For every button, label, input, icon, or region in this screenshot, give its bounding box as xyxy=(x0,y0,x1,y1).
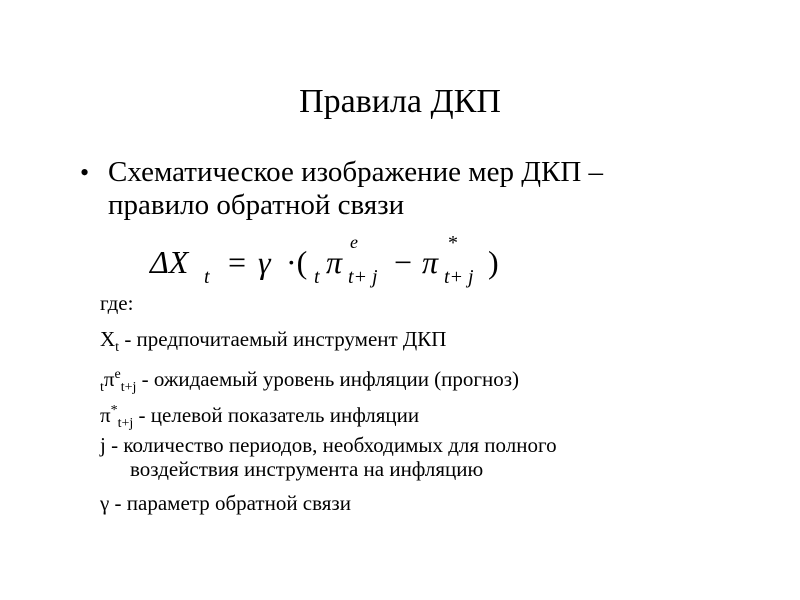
formula-gamma: γ xyxy=(258,244,271,280)
def-gamma: γ - параметр обратной связи xyxy=(100,491,351,515)
def-ps-desc: - целевой показатель инфляции xyxy=(133,403,420,427)
bullet-line-1: Схематическое изображение мер ДКП – xyxy=(108,156,604,188)
def-pe-desc: - ожидаемый уровень инфляции (прогноз) xyxy=(136,367,520,391)
formula-pi-expected-sup: e xyxy=(350,232,358,252)
formula-dot-paren: ·( xyxy=(286,244,308,280)
bullet-text xyxy=(108,156,768,222)
formula-pi-expected: π xyxy=(326,244,343,280)
formula-close-paren: ) xyxy=(488,244,499,280)
def-ps-symbol: π xyxy=(100,403,111,427)
def-pe-symbol: π xyxy=(103,367,115,391)
def-pe-sup: e xyxy=(114,367,121,382)
feedback-rule-formula xyxy=(150,232,570,300)
def-x xyxy=(100,326,446,361)
formula-delta-x: ΔX xyxy=(150,244,189,280)
bullet-line-2: правило обратной связи xyxy=(108,189,405,221)
def-x-sub: t xyxy=(115,340,120,356)
bullet-marker: • xyxy=(80,158,90,187)
formula-x-sub: t xyxy=(204,266,210,288)
def-pe-sub: t+j xyxy=(120,380,137,396)
formula-pi-target-sup: * xyxy=(448,232,458,254)
def-where: где: xyxy=(100,291,134,315)
formula-pre-sub: t xyxy=(314,266,320,288)
slide-title: Правила ДКП xyxy=(299,83,501,120)
formula-equals: = xyxy=(228,244,247,280)
formula-minus: − xyxy=(394,244,413,280)
def-j-line-1: j - количество периодов, необходимых для полного xyxy=(100,433,557,457)
def-j-line-2: воздействия инструмента на инфляцию xyxy=(130,457,484,481)
def-x-desc: - предпочитаемый инструмент ДКП xyxy=(119,327,447,351)
formula-pi-expected-sub: t+ j xyxy=(348,266,378,288)
def-x-symbol: X xyxy=(100,327,116,351)
def-pe-pre-sub: t xyxy=(100,380,104,396)
formula-pi-target-sub: t+ j xyxy=(444,266,474,288)
def-ps-sub: t+j xyxy=(117,416,134,432)
def-pi-expected xyxy=(100,362,519,401)
def-ps-sup: * xyxy=(110,403,118,418)
formula-pi-target: π xyxy=(422,244,439,280)
